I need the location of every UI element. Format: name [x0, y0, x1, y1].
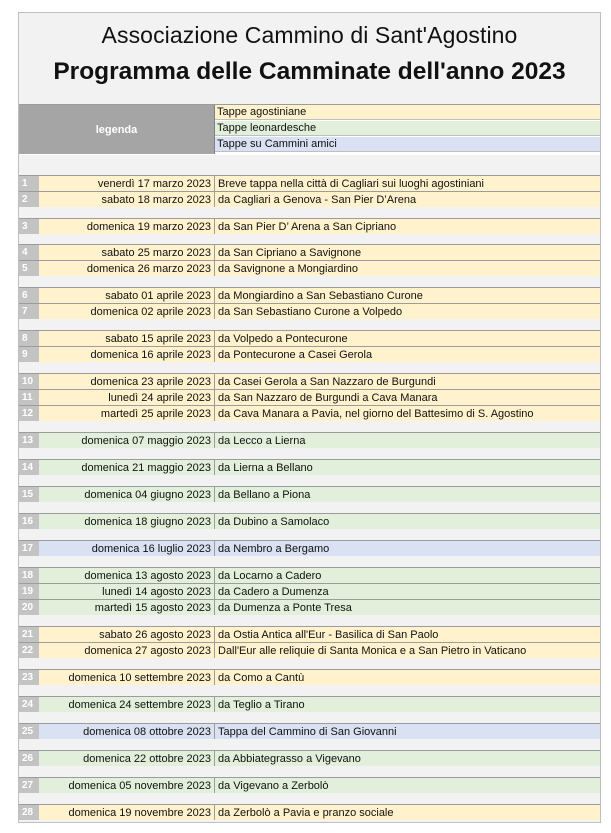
- walk-date: sabato 26 agosto 2023: [39, 627, 215, 642]
- table-row: [19, 175, 600, 191]
- walk-date: sabato 01 aprile 2023: [39, 288, 215, 303]
- legend-item-agostiniane: Tappe agostiniane: [215, 105, 600, 120]
- walk-date: domenica 19 novembre 2023: [39, 805, 215, 820]
- table-row: [19, 723, 600, 739]
- walk-description: da Cadero a Dumenza: [218, 586, 329, 598]
- row-number: 25: [19, 724, 39, 739]
- walk-description: Breve tappa nella città di Cagliari sui luoghi agostiniani: [218, 178, 484, 190]
- walk-date: domenica 04 giugno 2023: [39, 487, 215, 502]
- row-number: 23: [19, 670, 39, 685]
- walk-description: da Como a Cantù: [218, 672, 305, 684]
- legend-item-leonardesche: Tappe leonardesche: [215, 121, 600, 136]
- row-number: 3: [19, 219, 39, 234]
- row-number: 1: [19, 176, 39, 191]
- table-row: [19, 669, 600, 685]
- walk-description: da San Cipriano a Savignone: [218, 247, 362, 259]
- walk-description: da Savignone a Mongiardino: [218, 263, 359, 275]
- walk-description: da Ostia Antica all'Eur - Basilica di San Paolo: [218, 629, 439, 641]
- table-row: [19, 777, 600, 793]
- walk-description: da Nembro a Bergamo: [218, 543, 330, 555]
- walk-date: domenica 26 marzo 2023: [39, 261, 215, 276]
- walk-date: sabato 25 marzo 2023: [39, 245, 215, 260]
- walk-date: martedì 15 agosto 2023: [39, 600, 215, 615]
- row-number: 9: [19, 347, 39, 362]
- header: [19, 13, 600, 105]
- walk-date: martedì 25 aprile 2023: [39, 406, 215, 421]
- table-row: [19, 513, 600, 529]
- table-row: [19, 750, 600, 766]
- walk-date: lunedì 14 agosto 2023: [39, 584, 215, 599]
- row-number: 2: [19, 192, 39, 207]
- walk-date: domenica 23 aprile 2023: [39, 374, 215, 389]
- walk-date: sabato 18 marzo 2023: [39, 192, 215, 207]
- table-row: [19, 244, 600, 260]
- association-title: Associazione Cammino di Sant'Agostino: [101, 22, 518, 48]
- walk-description: da Mongiardino a San Sebastiano Curone: [218, 290, 423, 302]
- row-number: 11: [19, 390, 39, 405]
- walk-date: domenica 16 aprile 2023: [39, 347, 215, 362]
- table-row: [19, 260, 600, 276]
- row-number: 15: [19, 487, 39, 502]
- table-row: [19, 486, 600, 502]
- walk-date: domenica 05 novembre 2023: [39, 778, 215, 793]
- walk-date: venerdì 17 marzo 2023: [39, 176, 215, 191]
- walk-description: da San Sebastiano Curone a Volpedo: [218, 306, 403, 318]
- table-row: [19, 696, 600, 712]
- row-number: 20: [19, 600, 39, 615]
- row-number: 8: [19, 331, 39, 346]
- walk-description: da Bellano a Piona: [218, 489, 311, 501]
- table-row: [19, 626, 600, 642]
- table-row: [19, 405, 600, 421]
- walk-date: domenica 21 maggio 2023: [39, 460, 215, 475]
- row-number: 13: [19, 433, 39, 448]
- table-row: [19, 459, 600, 475]
- row-number: 17: [19, 541, 39, 556]
- walk-description: da Lecco a Lierna: [218, 435, 306, 447]
- walk-date: domenica 19 marzo 2023: [39, 219, 215, 234]
- program-title: Programma delle Camminate dell'anno 2023: [53, 58, 566, 85]
- row-number: 28: [19, 805, 39, 820]
- walk-description: da Volpedo a Pontecurone: [218, 333, 348, 345]
- row-number: 19: [19, 584, 39, 599]
- row-number: 4: [19, 245, 39, 260]
- table-row: [19, 583, 600, 599]
- table-row: [19, 540, 600, 556]
- table-row: [19, 389, 600, 405]
- walk-description: da Teglio a Tirano: [218, 699, 305, 711]
- row-number: 22: [19, 643, 39, 658]
- walk-description: da Pontecurone a Casei Gerola: [218, 349, 373, 361]
- walk-date: domenica 07 maggio 2023: [39, 433, 215, 448]
- row-number: 27: [19, 778, 39, 793]
- walk-description: da Dumenza a Ponte Tresa: [218, 602, 352, 614]
- walk-description: da Cagliari a Genova - San Pier D’Arena: [218, 194, 417, 206]
- walk-date: domenica 02 aprile 2023: [39, 304, 215, 319]
- walk-date: domenica 08 ottobre 2023: [39, 724, 215, 739]
- walk-description: da Vigevano a Zerbolò: [218, 780, 329, 792]
- walk-date: domenica 27 agosto 2023: [39, 643, 215, 658]
- table-row: [19, 373, 600, 389]
- table-row: [19, 432, 600, 448]
- walk-date: domenica 22 ottobre 2023: [39, 751, 215, 766]
- walk-description: da Lierna a Bellano: [218, 462, 313, 474]
- table-row: [19, 642, 600, 658]
- row-number: 5: [19, 261, 39, 276]
- walk-description: da Cava Manara a Pavia, nel giorno del Battesimo di S. Agostino: [218, 408, 534, 420]
- walk-date: domenica 13 agosto 2023: [39, 568, 215, 583]
- walk-description: da Zerbolò a Pavia e pranzo sociale: [218, 807, 394, 819]
- walk-description: da Dubino a Samolaco: [218, 516, 330, 528]
- walk-description: da Abbiategrasso a Vigevano: [218, 753, 361, 765]
- walk-description: Tappa del Cammino di San Giovanni: [218, 726, 397, 738]
- walk-description: da Casei Gerola a San Nazzaro de Burgundi: [218, 376, 436, 388]
- schedule-sheet: [18, 12, 601, 823]
- walk-date: domenica 16 luglio 2023: [39, 541, 215, 556]
- row-number: 24: [19, 697, 39, 712]
- walk-date: domenica 10 settembre 2023: [39, 670, 215, 685]
- walk-description: da San Nazzaro de Burgundi a Cava Manara: [218, 392, 438, 404]
- row-number: 21: [19, 627, 39, 642]
- walk-date: sabato 15 aprile 2023: [39, 331, 215, 346]
- table-row: [19, 804, 600, 820]
- table-row: [19, 303, 600, 319]
- table-row: [19, 599, 600, 615]
- row-number: 10: [19, 374, 39, 389]
- table-row: [19, 330, 600, 346]
- row-number: 12: [19, 406, 39, 421]
- table-row: [19, 218, 600, 234]
- table-row: [19, 567, 600, 583]
- walk-description: da San Pier D’ Arena a San Cipriano: [218, 221, 397, 233]
- table-row: [19, 346, 600, 362]
- walk-date: lunedì 24 aprile 2023: [39, 390, 215, 405]
- row-number: 26: [19, 751, 39, 766]
- row-number: 6: [19, 288, 39, 303]
- legend-item-cammini-amici: Tappe su Cammini amici: [215, 137, 600, 152]
- walk-date: domenica 18 giugno 2023: [39, 514, 215, 529]
- row-number: 14: [19, 460, 39, 475]
- legend-label: legenda: [19, 105, 215, 154]
- row-number: 7: [19, 304, 39, 319]
- walk-description: da Locarno a Cadero: [218, 570, 322, 582]
- walk-description: Dall'Eur alle reliquie di Santa Monica e a San Pietro in Vaticano: [218, 645, 527, 657]
- table-row: [19, 287, 600, 303]
- row-number: 16: [19, 514, 39, 529]
- row-number: 18: [19, 568, 39, 583]
- walk-date: domenica 24 settembre 2023: [39, 697, 215, 712]
- table-row: [19, 191, 600, 207]
